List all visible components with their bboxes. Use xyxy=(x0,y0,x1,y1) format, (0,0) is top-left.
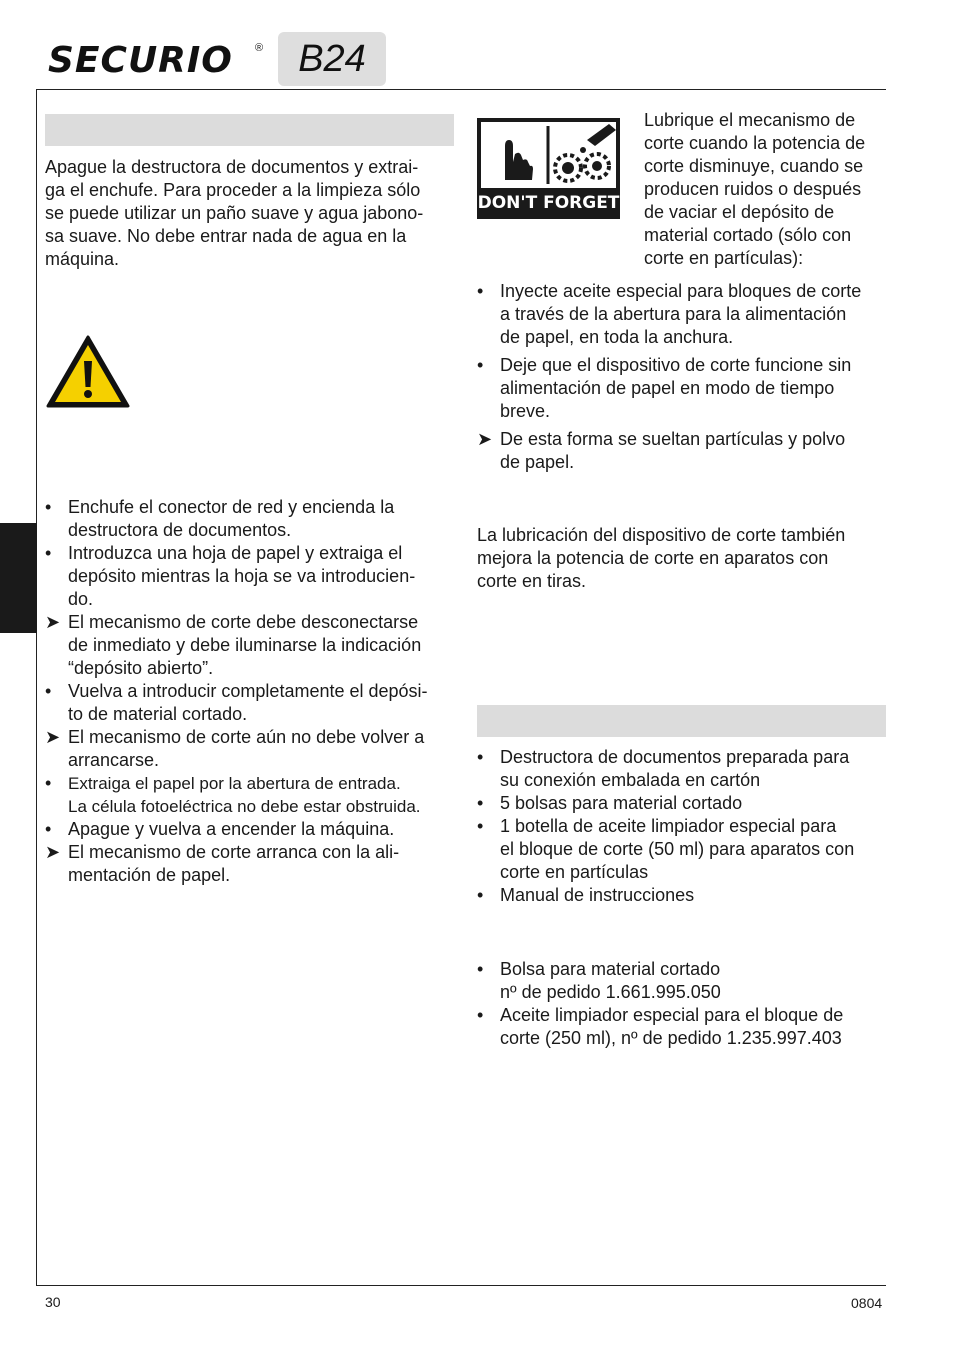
bullet-marker: • xyxy=(45,819,52,839)
list-item-text: Inyecte aceite especial para bloques de corte a través de la abertura para la alimentación de papel, en toda la anchura. xyxy=(500,281,862,347)
bullet-marker: • xyxy=(477,793,484,813)
bullet-marker: • xyxy=(477,355,484,375)
bullet-marker: • xyxy=(477,816,484,836)
dont-forget-label: DON'T FORGET xyxy=(477,193,620,213)
bullet-marker: • xyxy=(477,959,484,979)
bullet-marker: ➤ xyxy=(45,727,61,747)
bullet-marker: • xyxy=(45,543,52,563)
list-item xyxy=(45,611,460,680)
list-item-text: 1 botella de aceite limpiador especial para el bloque de corte (50 ml) para aparatos con corte en partículas xyxy=(500,816,855,882)
list-item-text: Manual de instrucciones xyxy=(500,885,695,905)
delivery-heading-bar xyxy=(477,705,886,737)
list-item xyxy=(477,354,889,423)
bullet-marker: • xyxy=(45,681,52,701)
document-code: 0804 xyxy=(851,1295,883,1311)
list-item xyxy=(477,958,889,1004)
list-item xyxy=(477,884,889,907)
lubrication-steps-list xyxy=(477,275,889,474)
page-number: 30 xyxy=(45,1294,61,1310)
lubrication-note: La lubricación del dispositivo de corte también mejora la potencia de corte en aparatos con corte en tiras. xyxy=(477,525,846,591)
list-item-text: Vuelva a introducir completamente el depósi- to de material cortado. xyxy=(68,681,428,724)
bullet-marker: ➤ xyxy=(45,842,61,862)
section-tab xyxy=(0,523,37,633)
list-item-text: 5 bolsas para material cortado xyxy=(500,793,743,813)
list-item xyxy=(45,772,460,818)
cleaning-text: Apague la destructora de documentos y extrai- ga el enchufe. Para proceder a la limpieza sólo se puede utilizar un paño suave y agua jabono- sa suave. No debe entrar nada de agua en la máquina. xyxy=(45,157,424,269)
bullet-marker: • xyxy=(477,281,484,301)
list-item-text: Introduzca una hoja de papel y extraiga el depósito mientras la hoja se va introducien- do. xyxy=(68,543,416,609)
list-item-text: El mecanismo de corte debe desconectarse de inmediato y debe iluminarse la indicación “depósito abierto”. xyxy=(68,612,422,678)
bullet-marker: • xyxy=(477,885,484,905)
list-item xyxy=(477,280,889,349)
list-item xyxy=(477,746,889,792)
frame-top-rule xyxy=(36,89,886,90)
bullet-marker: • xyxy=(477,1005,484,1025)
list-item xyxy=(477,792,889,815)
frame-bottom-rule xyxy=(36,1285,886,1286)
bullet-marker: • xyxy=(45,497,52,517)
bullet-marker: • xyxy=(45,773,52,793)
list-item xyxy=(45,496,460,542)
dont-forget-icon xyxy=(477,118,620,219)
list-item xyxy=(477,815,889,884)
list-item xyxy=(45,726,460,772)
model-name: B24 xyxy=(298,38,366,80)
list-item xyxy=(45,818,460,841)
list-item-text: Destructora de documentos preparada para su conexión embalada en cartón xyxy=(500,747,850,790)
list-item-text: Deje que el dispositivo de corte funcione sin alimentación de papel en modo de tiempo breve. xyxy=(500,355,852,421)
registered-mark: ® xyxy=(255,42,264,54)
list-item-text: El mecanismo de corte arranca con la ali- mentación de papel. xyxy=(68,842,400,885)
delivery-list xyxy=(477,746,889,907)
list-item xyxy=(477,428,889,474)
cleaning-heading-bar xyxy=(45,114,454,146)
list-item-text: Enchufe el conector de red y encienda la destructora de documentos. xyxy=(68,497,395,540)
list-item xyxy=(477,1004,889,1050)
brand-logo: SECURIO xyxy=(48,40,233,81)
bullet-marker: ➤ xyxy=(477,429,493,449)
list-item xyxy=(45,841,460,887)
list-item-text: Aceite limpiador especial para el bloque de corte (250 ml), nº de pedido 1.235.997.403 xyxy=(500,1005,844,1048)
list-item-text: Extraiga el papel por la abertura de entrada. La célula fotoeléctrica no debe estar obstruida. xyxy=(68,774,421,816)
warning-triangle-icon xyxy=(46,335,130,409)
check-steps-list xyxy=(45,496,460,887)
accessories-list xyxy=(477,958,889,1050)
list-item-text: El mecanismo de corte aún no debe volver a arrancarse. xyxy=(68,727,425,770)
list-item-text: Bolsa para material cortado nº de pedido 1.661.995.050 xyxy=(500,959,721,1002)
lubrication-intro: Lubrique el mecanismo de corte cuando la potencia de corte disminuye, cuando se producen ruidos o después de vaciar el depósito de material cortado (sólo con corte en partículas): xyxy=(644,110,866,268)
list-item-text: De esta forma se sueltan partículas y polvo de papel. xyxy=(500,429,846,472)
list-item-text: Apague y vuelva a encender la máquina. xyxy=(68,819,395,839)
list-item xyxy=(45,542,460,611)
bullet-marker: ➤ xyxy=(45,612,61,632)
bullet-marker: • xyxy=(477,747,484,767)
list-item xyxy=(45,680,460,726)
frame-left-rule xyxy=(36,89,37,1286)
